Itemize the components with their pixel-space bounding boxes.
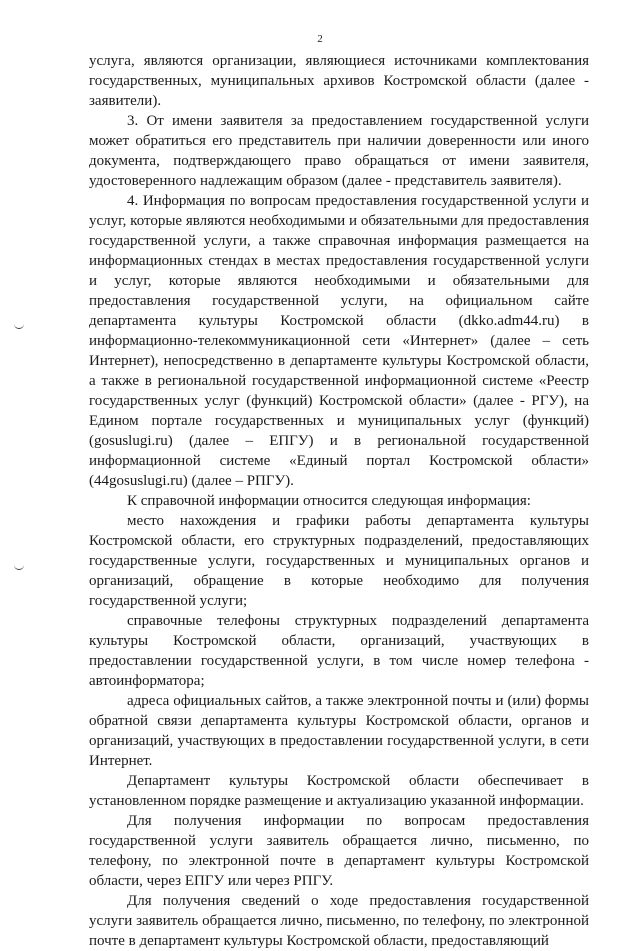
paragraph: Для получения сведений о ходе предоставления государственной услуги заявитель обращается лично, письменно, по телефону, по электронной почте в департамент культуры Костромской области, предоставляющий [89, 893, 589, 949]
scan-punch-mark [14, 563, 24, 570]
paragraph: Для получения информации по вопросам предоставления государственной услуги заявитель обращается лично, письменно, по телефону, по электронной почте в департамент культуры Костромской области, через ЕПГУ или через РПГУ. [89, 813, 589, 889]
paragraph: К справочной информации относится следующая информация: [127, 493, 531, 509]
document-body [89, 51, 589, 951]
paragraph: 3. От имени заявителя за предоставлением государственной услуги может обратиться его представитель при наличии доверенности или иного документа, подтверждающего право обращаться от имени заявителя, удостоверенного надлежащим образом (далее - представитель заявителя). [89, 113, 589, 189]
paragraph: 4. Информация по вопросам предоставления государственной услуги и услуг, которые являются необходимыми и обязательными для предоставления государственной услуги, а также справочная информация размещается на информационных стендах в местах предоставления государственной услуги и услуг, которые являются необходимыми и обязательными для предоставления государственной услуги, на официальном сайте департамента культуры Костромской области (dkko.adm44.ru) в информационно-телекоммуникационной сети «Интернет» (далее – сеть Интернет), непосредственно в департаменте культуры Костромской области, а также в региональной государственной информационной системе «Реестр государственных услуг (функций) Костромской области» (далее - РГУ), на Едином портале государственных и муниципальных услуг (функций) (gosuslugi.ru) (далее – ЕПГУ) и в региональной государственной информационной системе «Единый портал Костромской области» (44gosuslugi.ru) (далее – РПГУ). [89, 193, 589, 489]
paragraph: место нахождения и графики работы департамента культуры Костромской области, его структурных подразделений, предоставляющих государственные услуги, государственных и муниципальных органов и организаций, обращение в которые необходимо для получения государственной услуги; [89, 513, 589, 609]
paragraph: адреса официальных сайтов, а также электронной почты и (или) формы обратной связи департамента культуры Костромской области, органов и организаций, участвующих в предоставлении государственной услуги, в сети Интернет. [89, 693, 589, 769]
paragraph: услуга, являются организации, являющиеся источниками комплектования государственных, муниципальных архивов Костромской области (далее - заявители). [89, 53, 589, 109]
paragraph: Департамент культуры Костромской области обеспечивает в установленном порядке размещение и актуализацию указанной информации. [89, 773, 589, 809]
page-number: 2 [317, 33, 323, 45]
paragraph: справочные телефоны структурных подразделений департамента культуры Костромской области, организаций, участвующих в предоставлении государственной услуги, в том числе номер телефона - автоинформатора; [89, 613, 589, 689]
scan-punch-mark [14, 322, 24, 329]
